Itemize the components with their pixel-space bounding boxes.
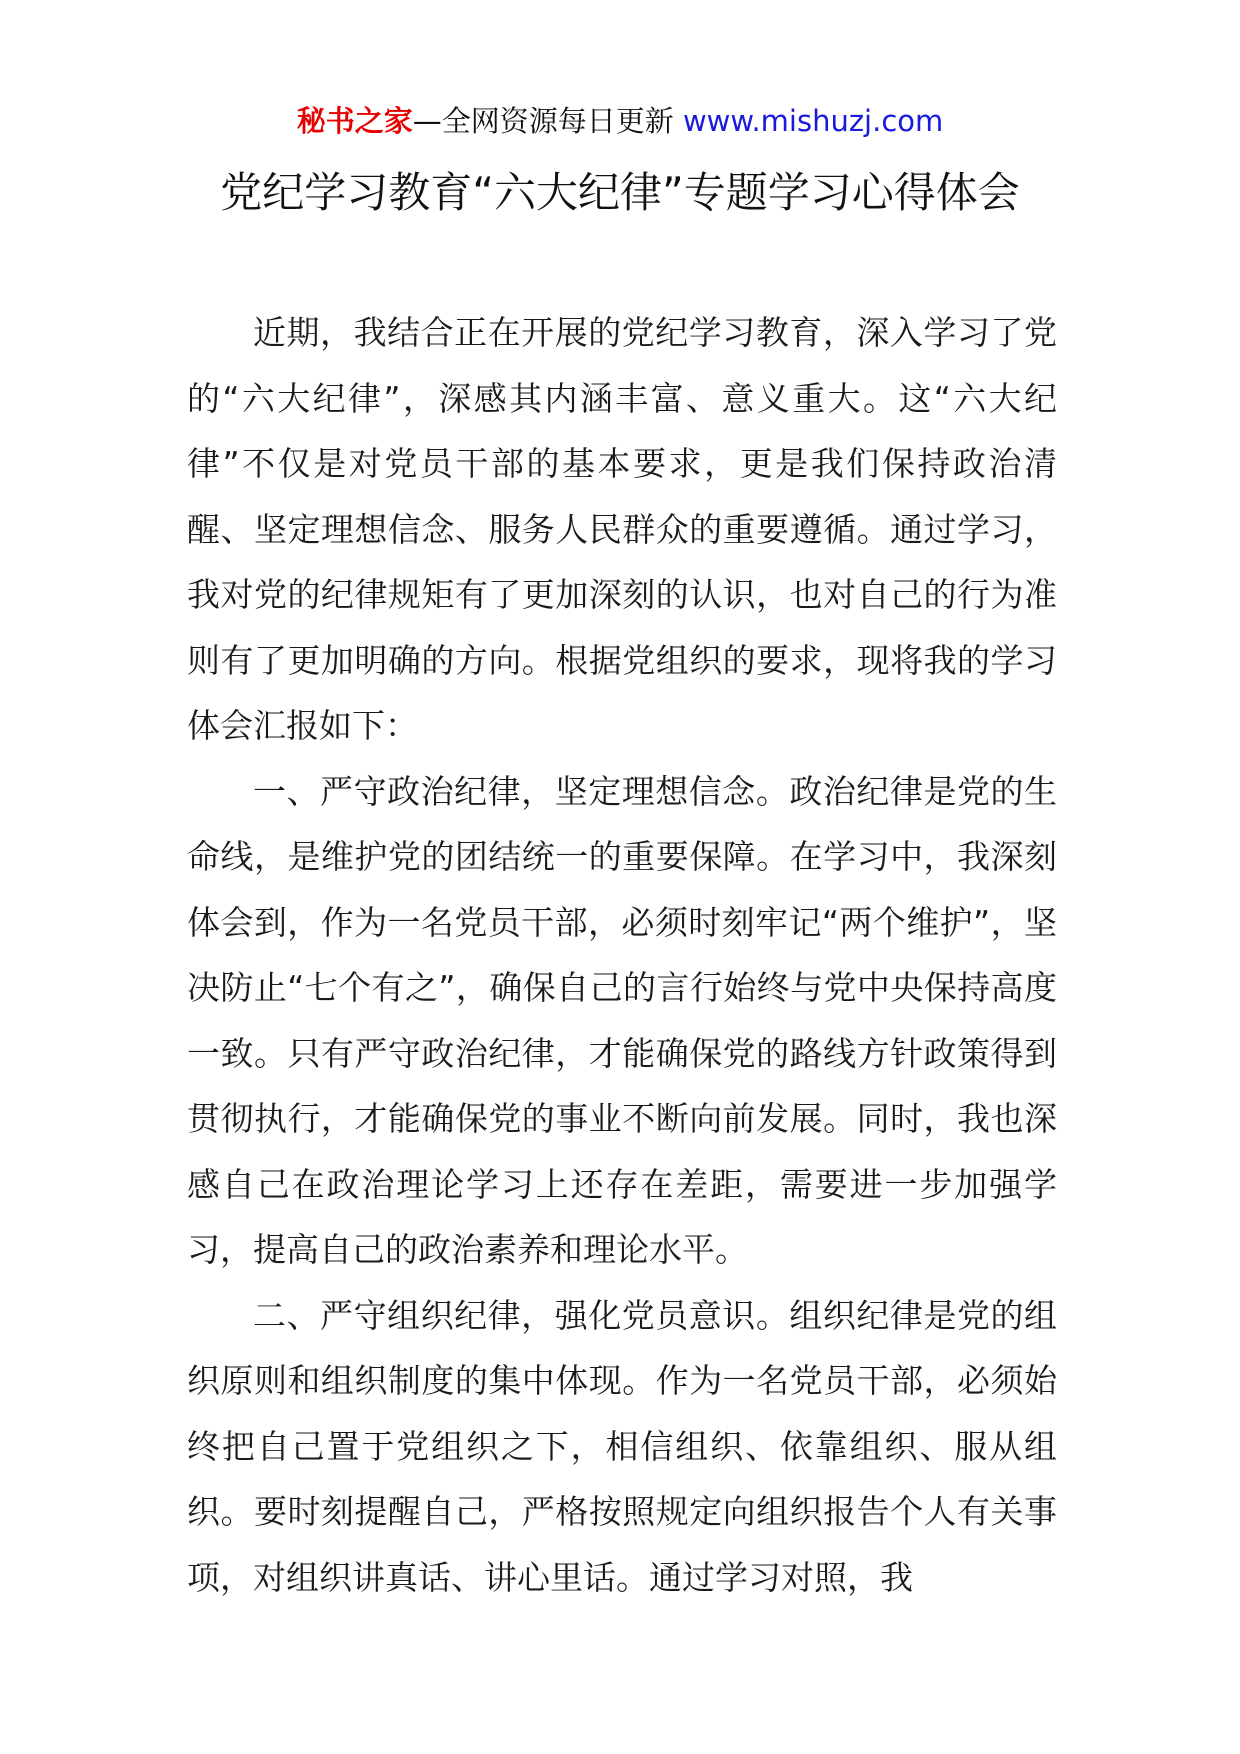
paragraph-text: 近期，我结合正在开展的党纪学习教育，深入学习了党的“六大纪律”，深感其内涵丰富、意义重大。这“六大纪律”不仅是对党员干部的基本要求，更是我们保持政治清醒、坚定理想信念、服务人民群众的重要遵循。通过学习，我对党的纪律规矩有了更加深刻的认识，也对自己的行为准则有了更加明确的方向。根据党组织的要求，现将我的学习体会汇报如下： xyxy=(187,313,1057,745)
paragraph-text: 组织纪律是党的组织原则和组织制度的集中体现。作为一名党员干部，必须始终把自己置于党组织之下，相信组织、依靠组织、服从组织。要时刻提醒自己，严格按照规定向组织报告个人有关事项，对组织讲真话、讲心里话。通过学习对照，我 xyxy=(187,1295,1058,1597)
paragraph-political-discipline xyxy=(187,759,1057,1283)
paragraph-intro xyxy=(187,300,1057,759)
paragraph-heading: 二、严守组织纪律，强化党员意识。 xyxy=(253,1295,790,1335)
document-body xyxy=(187,300,1057,1610)
paragraph-organizational-discipline xyxy=(187,1283,1057,1611)
paragraph-text: 政治纪律是党的生命线，是维护党的团结统一的重要保障。在学习中，我深刻体会到，作为一名党员干部，必须时刻牢记“两个维护”，坚决防止“七个有之”，确保自己的言行始终与党中央保持高度一致。只有严守政治纪律，才能确保党的路线方针政策得到贯彻执行，才能确保党的事业不断向前发展。同时，我也深感自己在政治理论学习上还存在差距，需要进一步加强学习，提高自己的政治素养和理论水平。 xyxy=(187,771,1058,1269)
document-title: 党纪学习教育“六大纪律”专题学习心得体会 xyxy=(220,168,1020,217)
site-brand: 秘书之家 xyxy=(296,104,413,138)
site-tagline: —全网资源每日更新 xyxy=(412,104,683,138)
site-header xyxy=(0,101,1240,141)
site-url[interactable]: www.mishuzj.com xyxy=(682,104,944,138)
paragraph-heading: 一、严守政治纪律，坚定理想信念。 xyxy=(253,771,790,811)
